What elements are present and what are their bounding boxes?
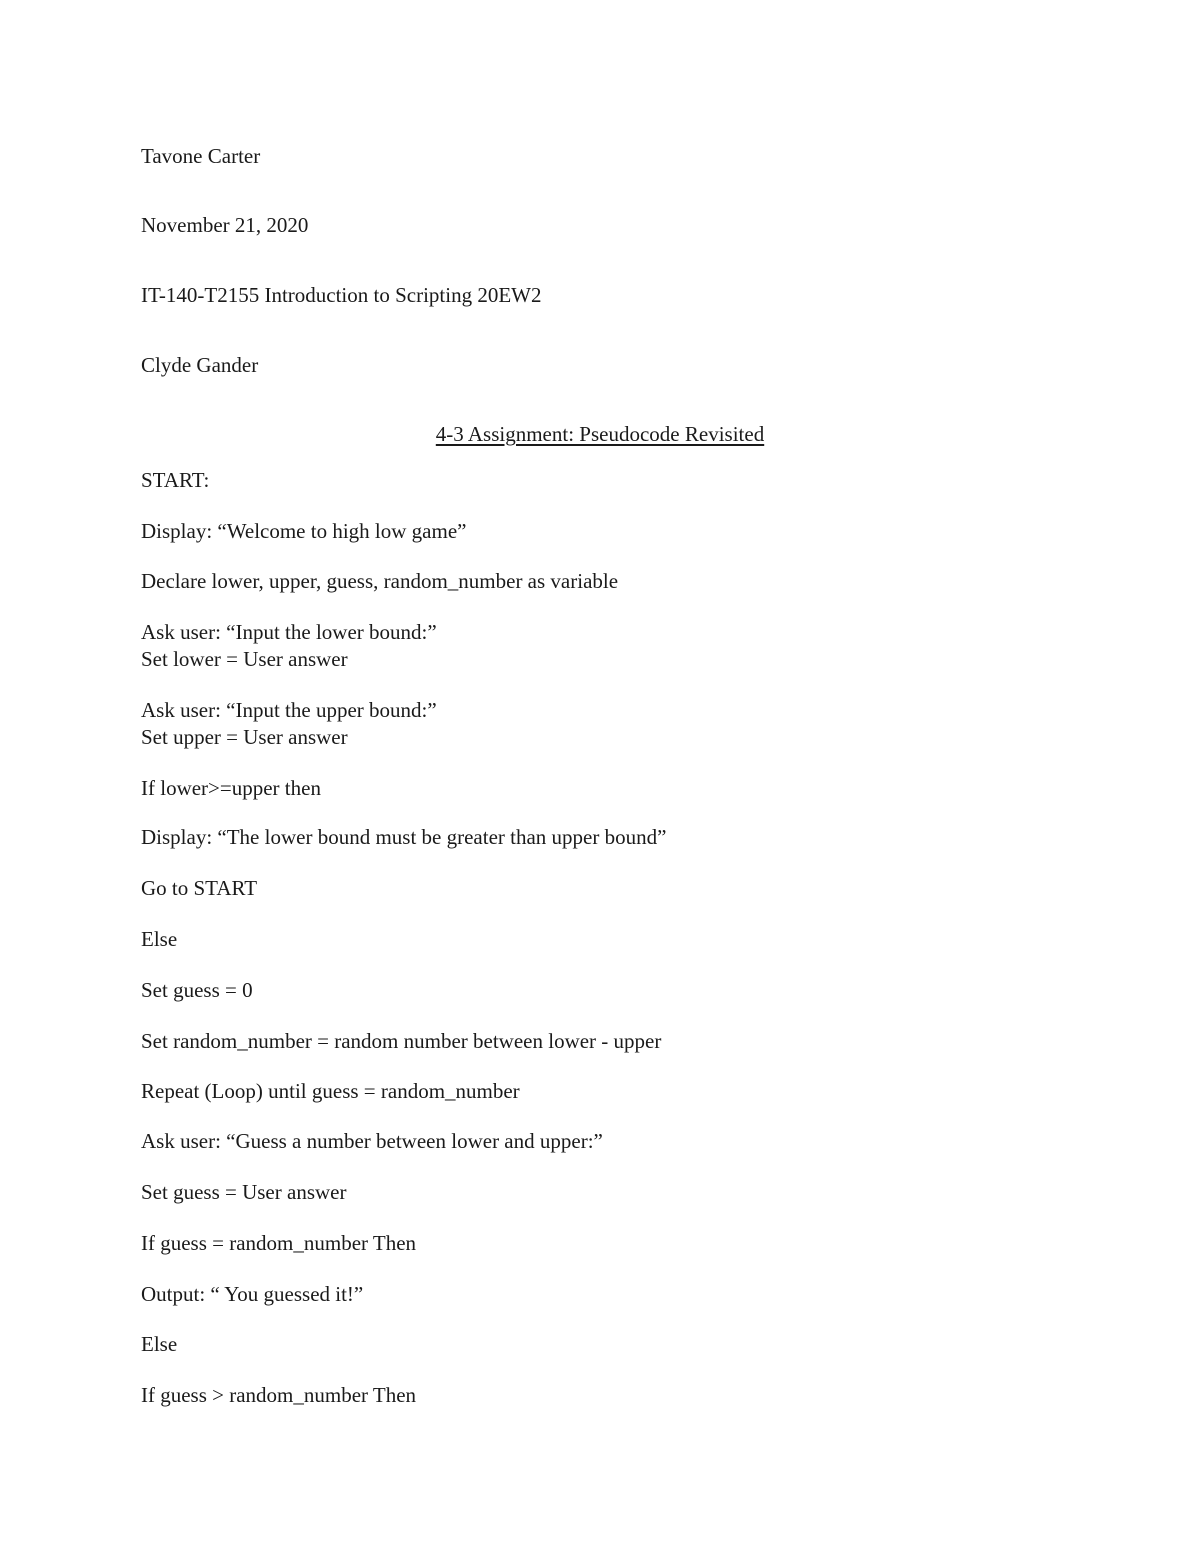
- pseudocode-line: Set guess = User answer: [141, 1180, 347, 1204]
- document-title: 4-3 Assignment: Pseudocode Revisited: [435, 422, 765, 446]
- pseudocode-line: Repeat (Loop) until guess = random_number: [141, 1079, 520, 1103]
- pseudocode-line: If guess = random_number Then: [141, 1231, 417, 1255]
- student-name: Tavone Carter: [141, 144, 261, 168]
- course: IT-140-T2155 Introduction to Scripting 20EW2: [141, 283, 542, 307]
- date: November 21, 2020: [141, 213, 309, 237]
- pseudocode-line: Declare lower, upper, guess, random_number as variable: [141, 569, 619, 593]
- pseudocode-line: Else: [141, 1332, 178, 1356]
- pseudocode-line: Go to START: [141, 876, 258, 900]
- pseudocode-line: Ask user: “Guess a number between lower and upper:”: [141, 1129, 603, 1153]
- instructor: Clyde Gander: [141, 353, 259, 377]
- pseudocode-line: Output: “ You guessed it!”: [141, 1282, 364, 1306]
- pseudocode-line: If lower>=upper then: [141, 776, 321, 800]
- pseudocode-line: Ask user: “Input the lower bound:”: [141, 620, 437, 644]
- pseudocode-line: Display: “The lower bound must be greater than upper bound”: [141, 825, 667, 849]
- pseudocode-line: Else: [141, 927, 178, 951]
- pseudocode-line: Set random_number = random number between lower - upper: [141, 1029, 662, 1053]
- pseudocode-line: Set lower = User answer: [141, 647, 348, 671]
- pseudocode-line: Set upper = User answer: [141, 725, 348, 749]
- pseudocode-line: Display: “Welcome to high low game”: [141, 519, 467, 543]
- pseudocode-line: If guess > random_number Then: [141, 1383, 417, 1407]
- pseudocode-line: Set guess = 0: [141, 978, 253, 1002]
- pseudocode-line: Ask user: “Input the upper bound:”: [141, 698, 437, 722]
- pseudocode-line: START:: [141, 468, 210, 492]
